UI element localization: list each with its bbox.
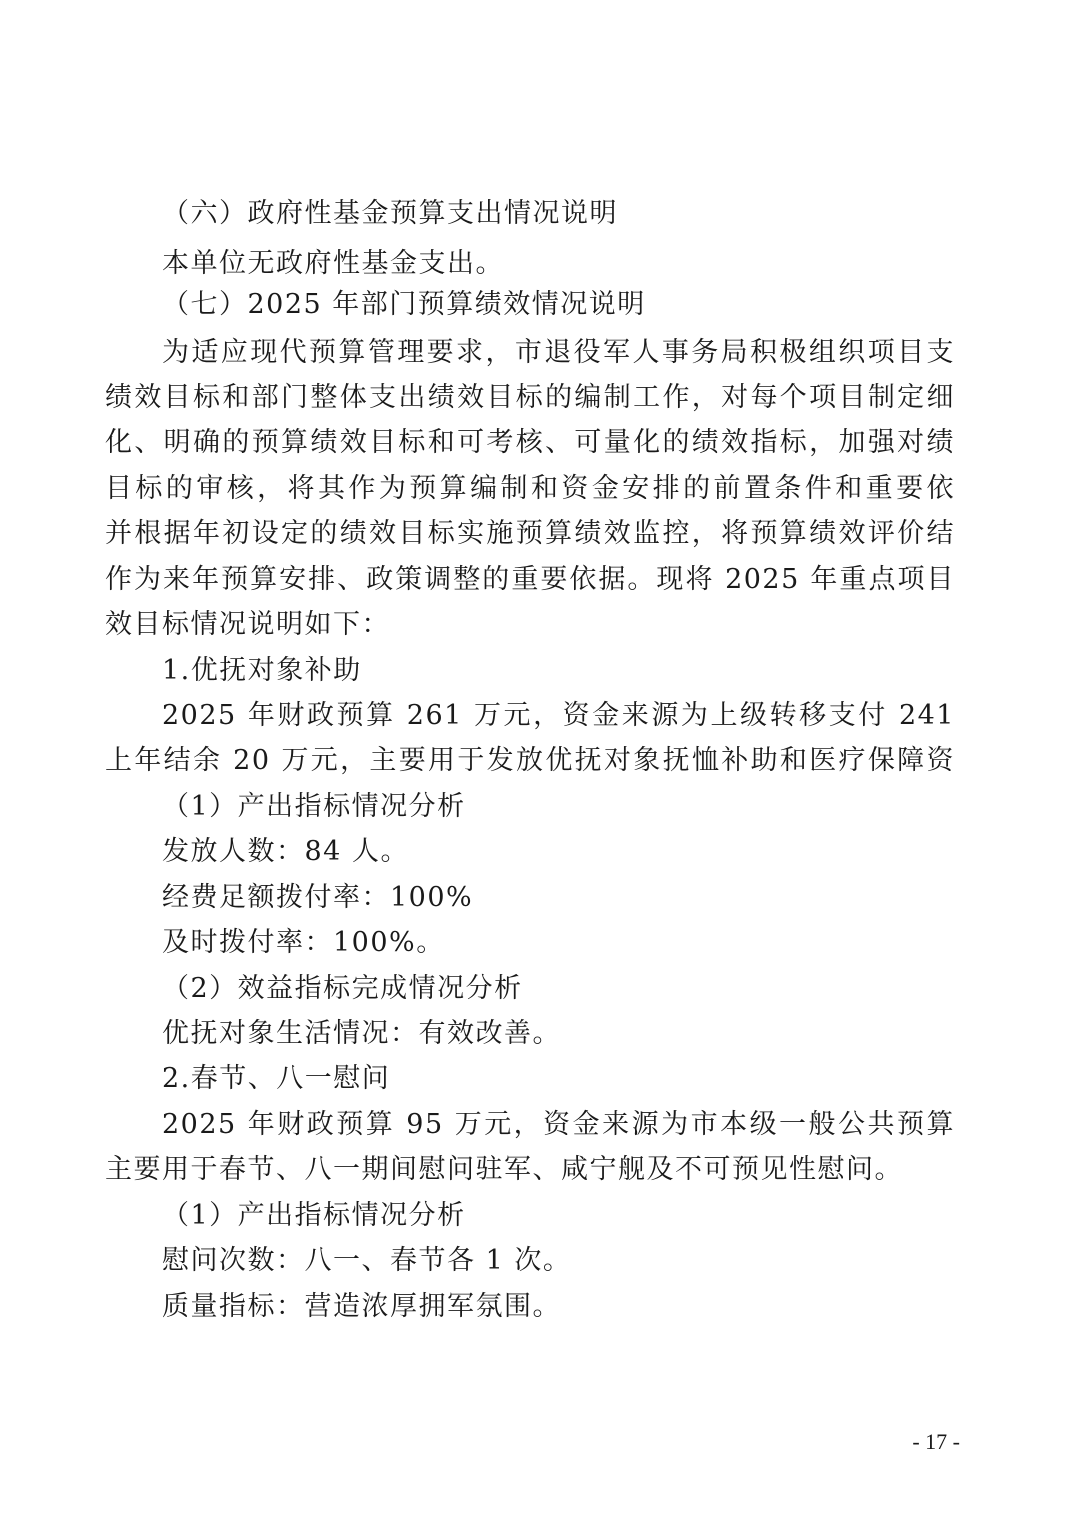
paragraph-line: 上年结余 20 万元，主要用于发放优抚对象抚恤补助和医疗保障资 [105, 745, 955, 776]
indicator-line: 慰问次数：八一、春节各 1 次。 [162, 1245, 572, 1276]
paragraph-line: 效目标情况说明如下： [105, 609, 390, 640]
paragraph-line: 目标的审核，将其作为预算编制和资金安排的前置条件和重要依 [105, 473, 955, 504]
indicator-line: 质量指标：营造浓厚拥军氛围。 [162, 1291, 561, 1322]
paragraph-line: 2025 年财政预算 261 万元，资金来源为上级转移支付 241 [162, 700, 955, 731]
indicator-heading: （1）产出指标情况分析 [162, 791, 466, 822]
paragraph-line: 为适应现代预算管理要求，市退役军人事务局积极组织项目支 [162, 337, 955, 368]
indicator-line: 优抚对象生活情况：有效改善。 [162, 1018, 561, 1049]
paragraph-line: 作为来年预算安排、政策调整的重要依据。现将 2025 年重点项目 [105, 564, 955, 595]
paragraph-line: 主要用于春节、八一期间慰问驻军、咸宁舰及不可预见性慰问。 [105, 1154, 903, 1185]
paragraph-line: 并根据年初设定的绩效目标实施预算绩效监控，将预算绩效评价结 [105, 518, 955, 549]
paragraph-line: 化、明确的预算绩效目标和可考核、可量化的绩效指标，加强对绩 [105, 427, 955, 458]
paragraph-line: 2025 年财政预算 95 万元，资金来源为市本级一般公共预算 [162, 1109, 955, 1140]
indicator-line: 经费足额拨付率：100% [162, 882, 474, 913]
indicator-line: 及时拨付率：100%。 [162, 927, 445, 958]
indicator-heading: （2）效益指标完成情况分析 [162, 973, 523, 1004]
section-heading-performance: （七）2025 年部门预算绩效情况说明 [162, 289, 646, 320]
subsection-heading-2: 2.春节、八一慰问 [162, 1063, 391, 1094]
indicator-heading: （1）产出指标情况分析 [162, 1200, 466, 1231]
paragraph-line: 绩效目标和部门整体支出绩效目标的编制工作，对每个项目制定细 [105, 382, 955, 413]
page-number: - 17 - [912, 1429, 960, 1454]
indicator-line: 发放人数：84 人。 [162, 836, 409, 867]
subsection-heading-1: 1.优抚对象补助 [162, 655, 362, 686]
section-heading-government-fund: （六）政府性基金预算支出情况说明 [162, 198, 618, 229]
body-line: 本单位无政府性基金支出。 [162, 248, 504, 279]
